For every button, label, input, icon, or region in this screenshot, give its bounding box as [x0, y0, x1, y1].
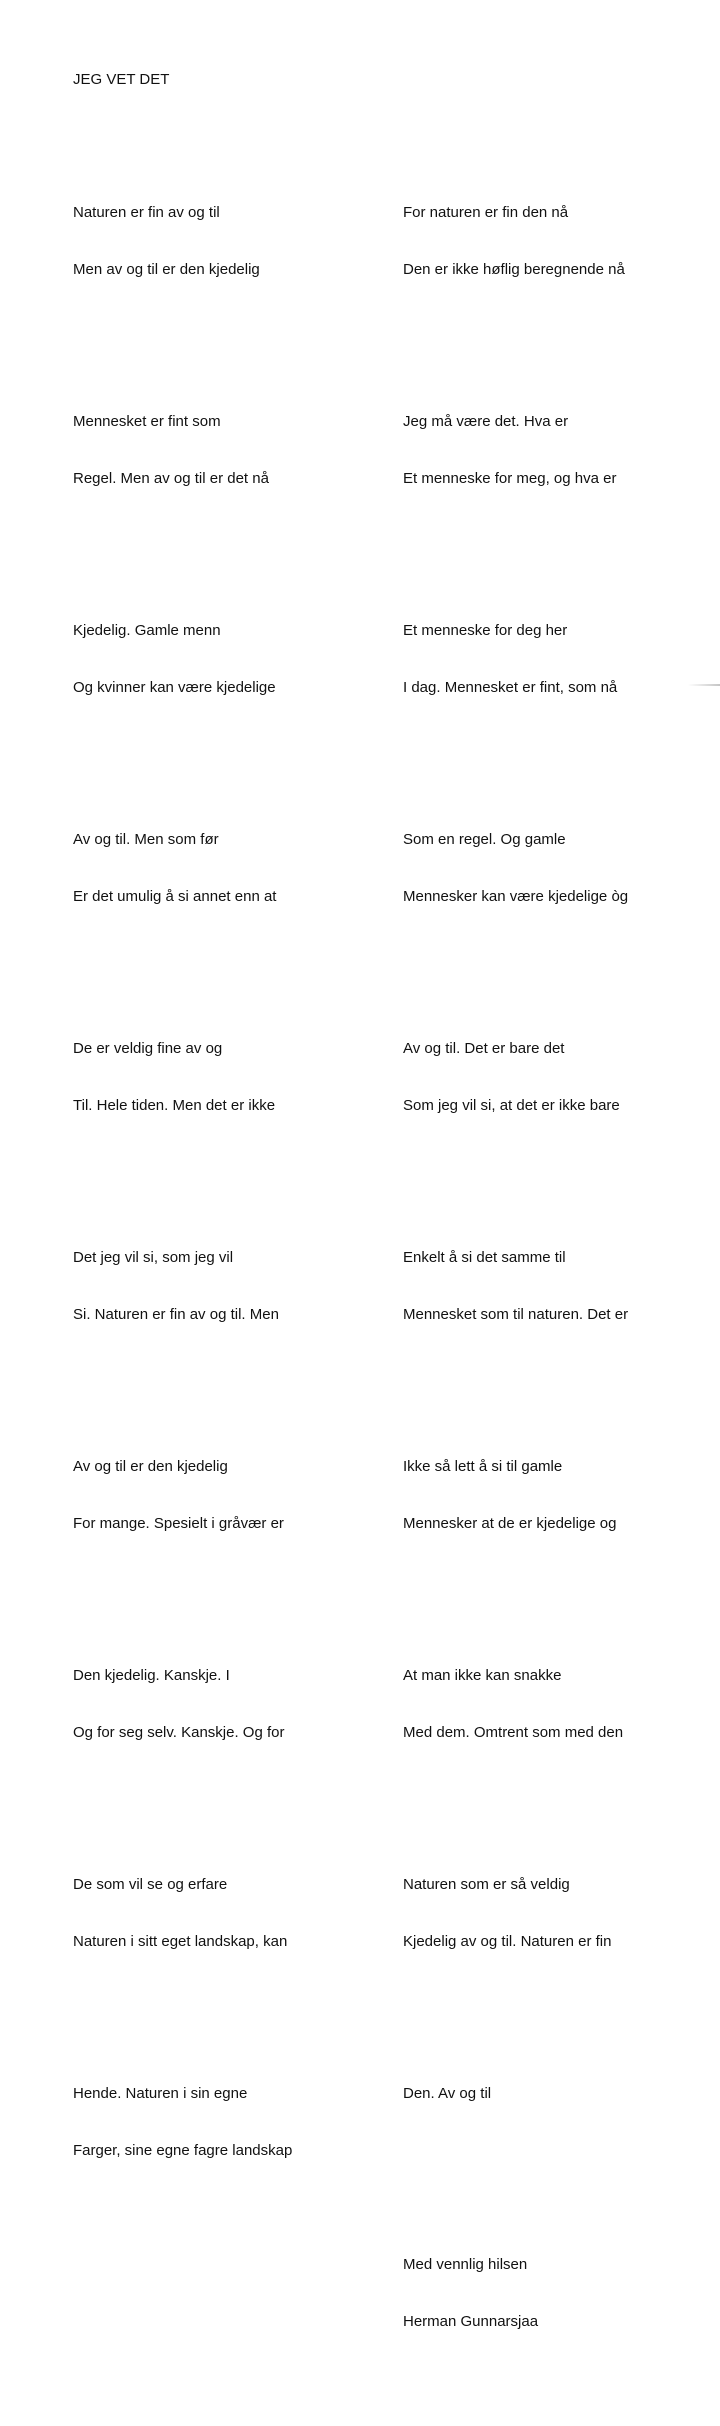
verse-line: Mennesker at de er kjedelige og — [403, 1515, 617, 1532]
signature-author: Herman Gunnarsjaa — [403, 2313, 539, 2330]
verse-line: Et menneske for deg her — [403, 622, 568, 639]
verse-line: Mennesket som til naturen. Det er — [403, 1306, 629, 1323]
verse-line: Hende. Naturen i sin egne — [73, 2085, 248, 2102]
verse-line: Og for seg selv. Kanskje. Og for — [73, 1724, 285, 1741]
verse-line: Regel. Men av og til er det nå — [73, 470, 269, 487]
left-column — [73, 32, 292, 2255]
signature-closing: Med vennlig hilsen — [403, 2256, 528, 2273]
stanza — [403, 374, 628, 526]
verse-line: Et menneske for meg, og hva er — [403, 470, 617, 487]
verse-line: Av og til. Det er bare det — [403, 1040, 565, 1057]
verse-line: Det jeg vil si, som jeg vil — [73, 1249, 234, 1266]
stanza — [403, 792, 628, 944]
verse-line: Naturen i sitt eget landskap, kan — [73, 1933, 288, 1950]
stanza — [73, 583, 292, 735]
verse-line: Kjedelig. Gamle menn — [73, 622, 221, 639]
right-column — [403, 32, 628, 2426]
verse-line: Naturen er fin av og til — [73, 204, 220, 221]
stanza — [73, 1419, 292, 1571]
stanza — [73, 1210, 292, 1362]
stanza — [403, 1628, 628, 1780]
stanza — [73, 1628, 292, 1780]
verse-line: Den. Av og til — [403, 2085, 492, 2102]
verse-line: Naturen som er så veldig — [403, 1876, 570, 1893]
verse-line: Mennesker kan være kjedelige òg — [403, 888, 629, 905]
poem-title: JEG VET DET — [73, 71, 170, 88]
verse-line: Enkelt å si det samme til — [403, 1249, 566, 1266]
verse-line: Kjedelig av og til. Naturen er fin — [403, 1933, 612, 1950]
stanza — [403, 583, 628, 735]
verse-line: De er veldig fine av og — [73, 1040, 223, 1057]
stanza — [73, 2046, 292, 2198]
signature-block — [403, 2217, 628, 2369]
verse-line: Mennesket er fint som — [73, 413, 221, 430]
title-spacer — [403, 70, 628, 89]
verse-line: Av og til. Men som før — [73, 831, 219, 848]
stanza — [73, 792, 292, 944]
verse-line: Jeg må være det. Hva er — [403, 413, 569, 430]
verse-line: Som jeg vil si, at det er ikke bare — [403, 1097, 620, 1114]
stanza — [73, 1837, 292, 1989]
verse-line: De som vil se og erfare — [73, 1876, 228, 1893]
verse-line: For mange. Spesielt i gråvær er — [73, 1515, 284, 1532]
verse-line: Si. Naturen er fin av og til. Men — [73, 1306, 279, 1323]
page-edge-shadow — [688, 684, 720, 686]
stanza — [403, 1210, 628, 1362]
stanza — [403, 2046, 628, 2141]
verse-line: Av og til er den kjedelig — [73, 1458, 228, 1475]
stanza — [403, 165, 628, 317]
stanza — [73, 374, 292, 526]
stanza — [403, 1001, 628, 1153]
verse-line: Farger, sine egne fagre landskap — [73, 2142, 293, 2159]
verse-line: Og kvinner kan være kjedelige — [73, 679, 276, 696]
verse-line: Men av og til er den kjedelig — [73, 261, 260, 278]
stanza — [73, 165, 292, 317]
verse-line: Er det umulig å si annet enn at — [73, 888, 277, 905]
stanza — [403, 1419, 628, 1571]
verse-line: Den er ikke høflig beregnende nå — [403, 261, 625, 278]
verse-line: Med dem. Omtrent som med den — [403, 1724, 624, 1741]
verse-line: Ikke så lett å si til gamle — [403, 1458, 563, 1475]
verse-line: Som en regel. Og gamle — [403, 831, 566, 848]
verse-line: Til. Hele tiden. Men det er ikke — [73, 1097, 276, 1114]
verse-line: For naturen er fin den nå — [403, 204, 569, 221]
verse-line: Den kjedelig. Kanskje. I — [73, 1667, 230, 1684]
verse-line: I dag. Mennesket er fint, som nå — [403, 679, 618, 696]
stanza — [73, 1001, 292, 1153]
verse-line: At man ikke kan snakke — [403, 1667, 562, 1684]
stanza — [403, 1837, 628, 1989]
